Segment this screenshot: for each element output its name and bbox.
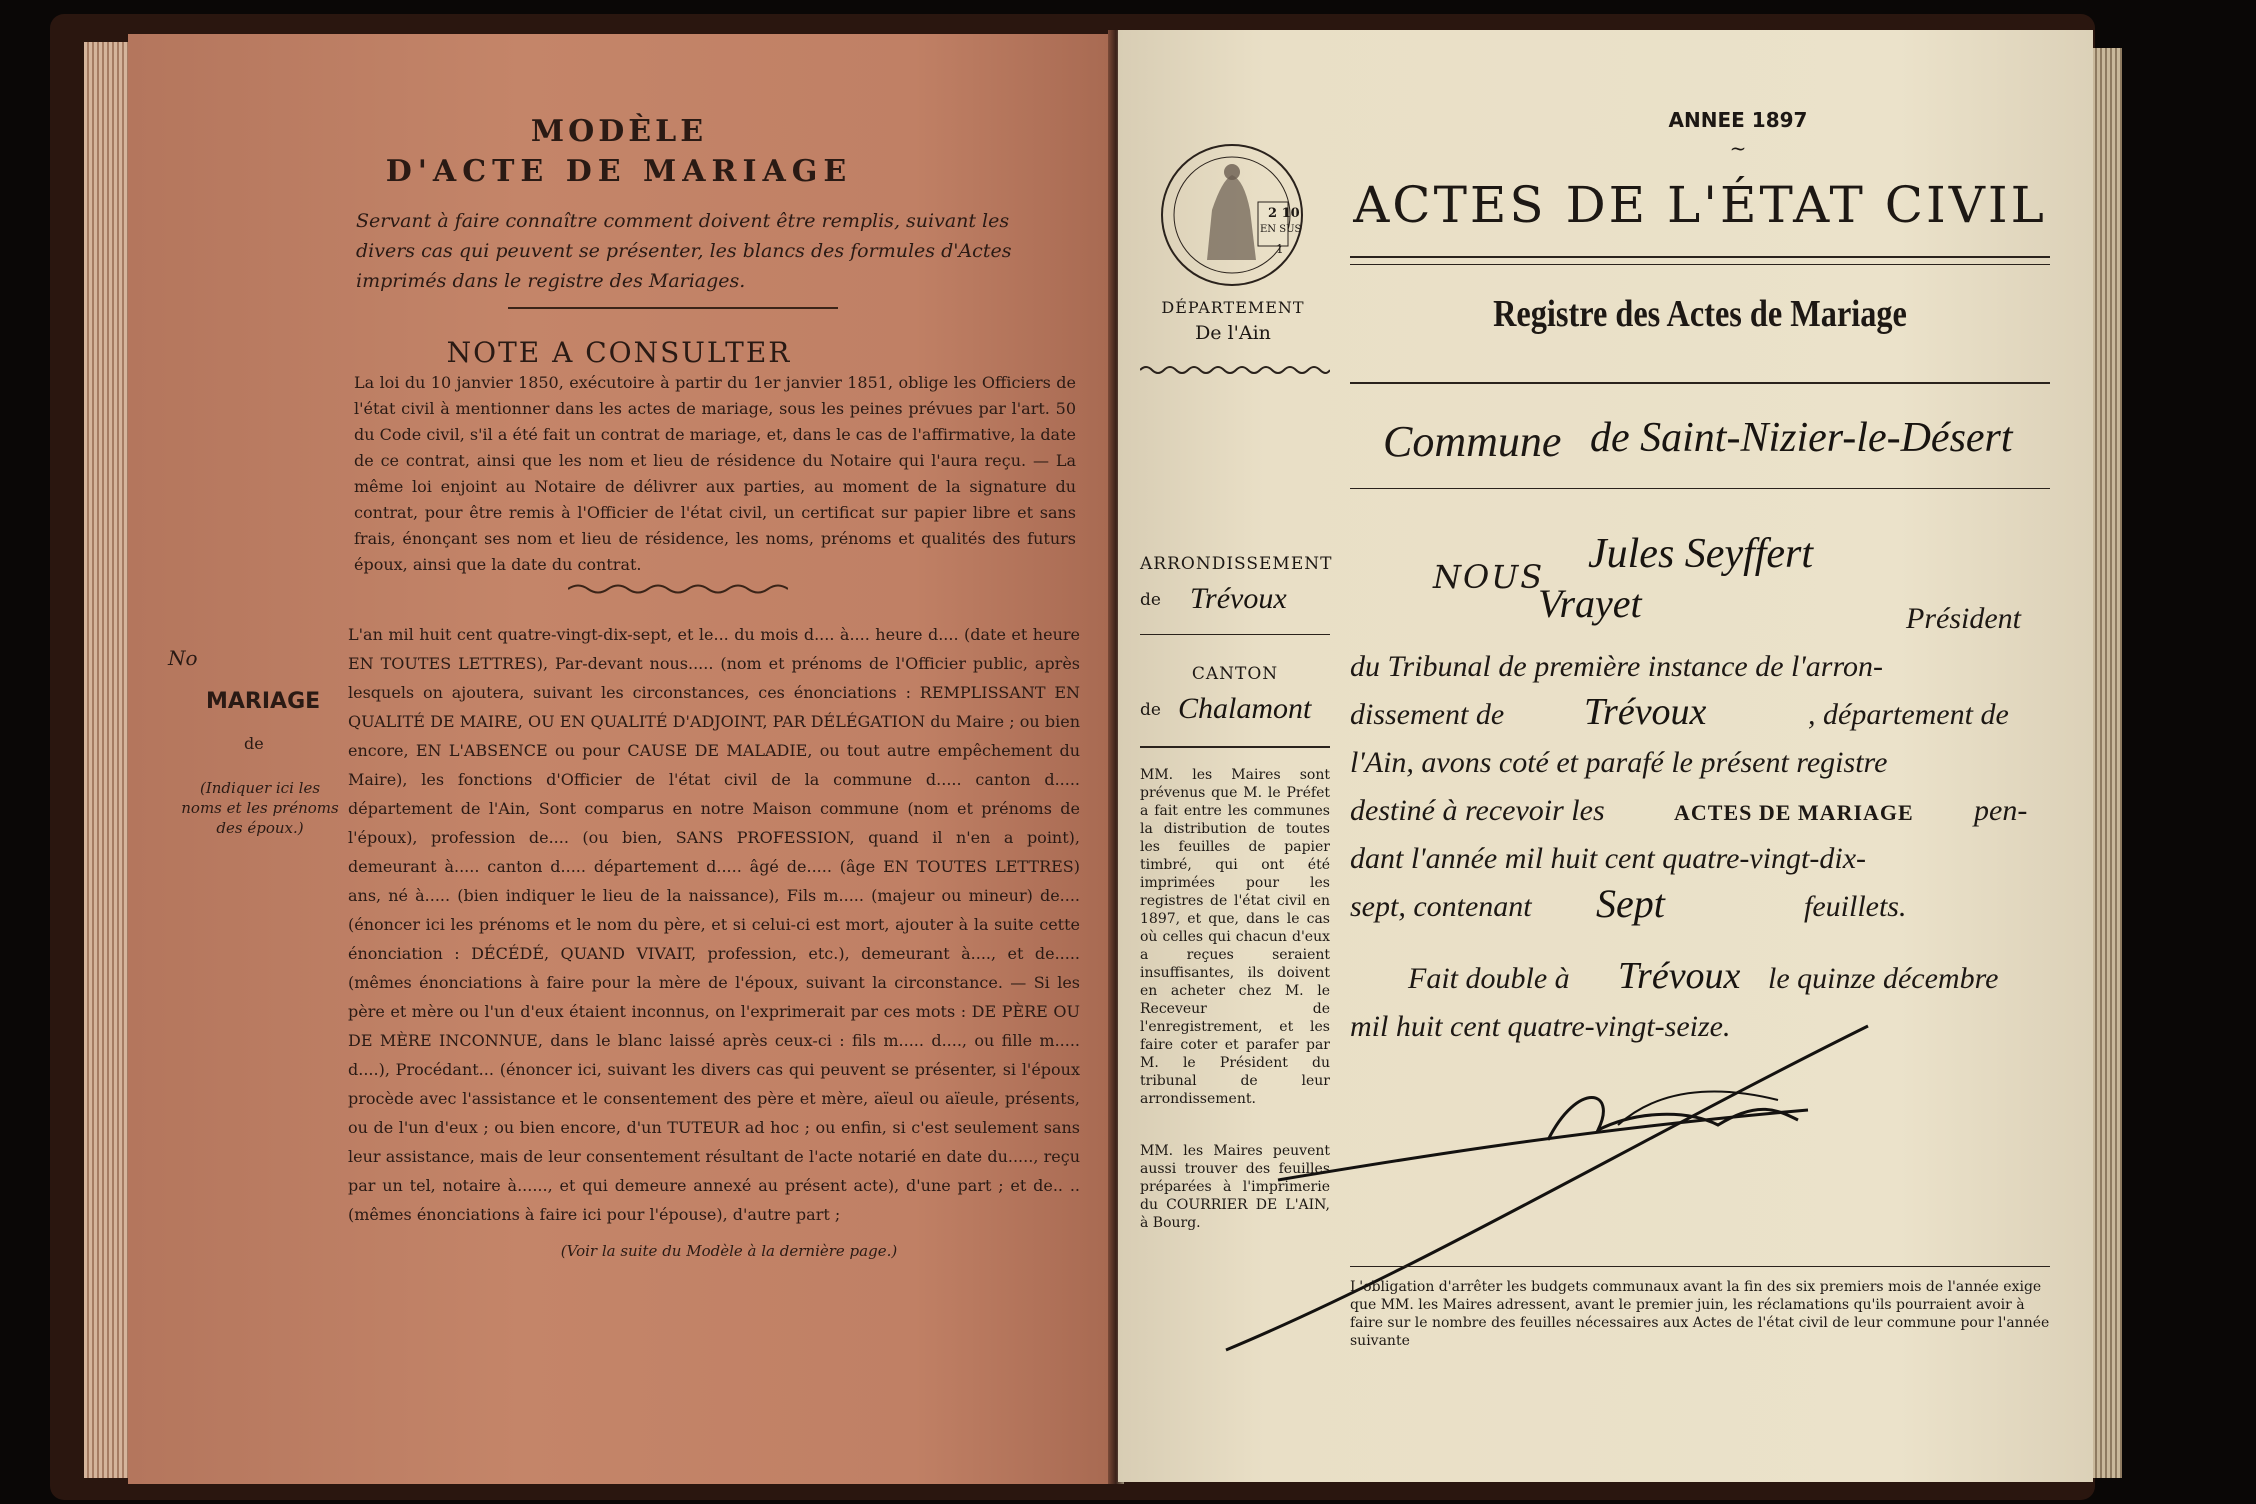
left-page <box>128 34 1110 1484</box>
register-title: Registre des Actes de Mariage <box>1493 293 1907 335</box>
model-title-line2: D'ACTE DE MARIAGE <box>385 154 853 189</box>
line-dant: dant l'année mil huit cent quatre-vingt-dix- <box>1350 842 1867 875</box>
handwritten-trevoux: Trévoux <box>1584 691 1707 733</box>
seal-fraction: 1 <box>1276 242 1284 256</box>
line-pen: pen- <box>1974 794 2028 827</box>
year-header: ANNEE 1897 <box>1668 108 1808 132</box>
line-sept: sept, contenant <box>1350 890 1532 923</box>
title-rule-bottom <box>1350 264 2050 265</box>
main-title: ACTES DE L'ÉTAT CIVIL <box>1353 176 2047 234</box>
footnote-text: L'obligation d'arrêter les budgets communaux avant la fin des six premiers mois de l'année exige que MM. les Maires adressent, avant le premier juin, les réclamations qu'ils pourraient avoir à faire sur le nombre des feuilles nécessaires aux Actes de l'état civil de leur commune pour l'année suivante <box>1350 1279 2050 1349</box>
handwritten-name-2: Vrayet <box>1538 581 1642 626</box>
margin-number: No <box>168 646 198 670</box>
page-edges-left <box>84 42 132 1478</box>
canton-label: CANTON <box>1191 664 1279 684</box>
seal-sub: EN SUS <box>1260 224 1302 235</box>
nous-label: NOUS <box>1433 558 1545 596</box>
arrondissement-label: ARRONDISSEMENT <box>1140 554 1333 574</box>
law-paragraph: La loi du 10 janvier 1850, exécutoire à partir du 1er janvier 1851, oblige les Officiers de l'état civil à mentionner dans les actes de mariage, sous les peines prévues par l'art. 50 du Code civil, s'il a été fait un contrat de mariage, et, dans le cas de l'affirmative, la date de ce contrat, ainsi que les nom et lieu de résidence du Notaire qui l'aura reçu. — La même loi enjoint au Notaire de délivrer aux parties, au moment de la signature du contrat, pour être remis à l'Officier de l'état civil, un certificat sur papier libre et sans frais, énonçant ses nom et lieu de résidence, les noms, prénoms et qualités des futurs époux, ainsi que la date du contrat. <box>354 373 1076 574</box>
maires-note-1: MM. les Maires sont prévenus que M. le Préfet a fait entre les communes la distribution de toutes les feuilles de papier timbré, qui ont été imprimées pour les registres de l'état civil en 1897, et que, dans le cas où celles qui chacun d'eux a reçues seraient insuffisantes, ils doivent en acheter chez M. le Receveur de l'enregistrement, et les faire coter et parafer par M. le Président du tribunal de leur arrondissement. <box>1140 767 1330 1107</box>
departement-name: De l'Ain <box>1195 322 1271 344</box>
commune-handwritten: de Saint-Nizier-le-Désert <box>1590 415 2013 461</box>
arrondissement-handwritten: Trévoux <box>1190 582 1287 615</box>
sidebar-ornament <box>1140 364 1330 376</box>
handwritten-place: Trévoux <box>1618 955 1741 997</box>
margin-instruction: (Indiquer ici les noms et les prénoms des époux.) <box>181 779 339 837</box>
ornament-squiggle <box>568 582 788 596</box>
seal-value: 2 10 <box>1268 206 1300 221</box>
line-ain: l'Ain, avons coté et parafé le présent registre <box>1350 746 1888 779</box>
actes-de-mariage-label: ACTES DE MARIAGE <box>1674 800 1914 825</box>
sidebar-rule-2 <box>1140 746 1330 748</box>
register-rule <box>1350 382 2050 384</box>
line-dissement: dissement de <box>1350 698 1505 731</box>
handwritten-name-1: Jules Seyffert <box>1588 531 1814 577</box>
line-mil: mil huit cent quatre-vingt-seize. <box>1350 1010 1731 1043</box>
canton-handwritten: Chalamont <box>1178 692 1312 725</box>
line-quinze: le quinze décembre <box>1768 962 1999 995</box>
line-tribunal: du Tribunal de première instance de l'arron- <box>1350 650 1884 683</box>
arrondissement-de: de <box>1140 590 1161 610</box>
page-edges-right <box>2092 48 2122 1478</box>
note-heading: NOTE A CONSULTER <box>446 336 792 369</box>
continuation-note: (Voir la suite du Modèle à la dernière page.) <box>560 1242 898 1260</box>
sidebar-rule-1 <box>1140 634 1330 635</box>
model-text: L'an mil huit cent quatre-vingt-dix-sept, et le... du mois d.... à.... heure d.... (date et heure EN TOUTES LETTRES), Par-devant nous..... (nom et prénoms de l'Officier public, après lesquels on ajoutera, suivant les circonstances, ces énonciations : REMPLISSANT EN QUALITÉ DE MAIRE, OU EN QUALITÉ D'ADJOINT, PAR DÉLÉGATION du Maire ; ou bien encore, EN L'ABSENCE ou pour CAUSE DE MALADIE, ou tout autre empêchement du Maire), les fonctions d'Officier de l'état civil de la commune d..... canton d..... département de l'Ain, Sont comparus en notre Maison commune (nom et prénoms de l'époux), profession de.... (ou bien, SANS PROFESSION, quand il n'en a point), demeurant à..... canton d..... département d..... âgé de..... (âge EN TOUTES LETTRES) ans, né à..... (bien indiquer le lieu de la naissance), Fils m..... (majeur ou mineur) de.... (énoncer ici les prénoms et le nom du père, et si celui-ci est mort, ajouter à la suite cette énonciation : DÉCÉDÉ, QUAND VIVAIT, profession, etc.), demeurant à...., et de..... (mêmes énonciations à faire pour la mère de l'époux, suivant la circonstance. — Si les père et mère ou l'un d'eux étaient inconnus, on l'exprimerait par ces mots : DE PÈRE OU DE MÈRE INCONNUE, dans le blanc laissé après ceux-ci : fils m..... d...., ou fille m..... d....), Procédant... (énoncer ici, suivant les divers cas qui peuvent se présenter, si l'époux procède avec l'assistance et le consentement des père et mère, aïeul ou aïeule, présents, ou de l'un d'eux ; ou bien encore, d'un TUTEUR ad hoc ; ou enfin, si c'est seulement sans leur assistance, mais de leur consentement résultant de l'acte notarié en date du....., reçu par un tel, notaire à......, et qui demeure annexé au présent acte), d'une part ; et de.. .. (mêmes énonciations à faire ici pour l'épouse), d'autre part ; <box>348 625 1080 1224</box>
servant-paragraph: Servant à faire connaître comment doivent être remplis, suivant les divers cas qui peuvent se présenter, les blancs des formules d'Actes imprimés dans le registre des Mariages. <box>356 210 1012 292</box>
title-rule-top <box>1350 256 2050 258</box>
right-page <box>1118 30 2093 1482</box>
line-fait: Fait double à <box>1408 962 1570 995</box>
line-destine: destiné à recevoir les <box>1350 794 1605 827</box>
commune-label: Commune <box>1383 417 1562 466</box>
line-departement: , département de <box>1808 698 2009 731</box>
margin-mariage: MARIAGE <box>206 689 321 714</box>
president-label: Président <box>1906 602 2021 635</box>
margin-de: de <box>244 734 264 753</box>
handwritten-sept: Sept <box>1596 881 1665 926</box>
line-feuillets: feuillets. <box>1804 890 1907 923</box>
year-ornament: ~ <box>1729 136 1747 160</box>
canton-de: de <box>1140 700 1161 720</box>
footnote-rule <box>1350 1266 2050 1267</box>
commune-rule <box>1350 488 2050 489</box>
divider-rule <box>508 307 838 309</box>
departement-label: DÉPARTEMENT <box>1161 298 1305 317</box>
model-title-line1: MODÈLE <box>530 114 708 149</box>
maires-note-2: MM. les Maires peuvent aussi trouver des feuilles préparées à l'imprimerie du COURRIER DE L'AIN, à Bourg. <box>1140 1143 1330 1231</box>
